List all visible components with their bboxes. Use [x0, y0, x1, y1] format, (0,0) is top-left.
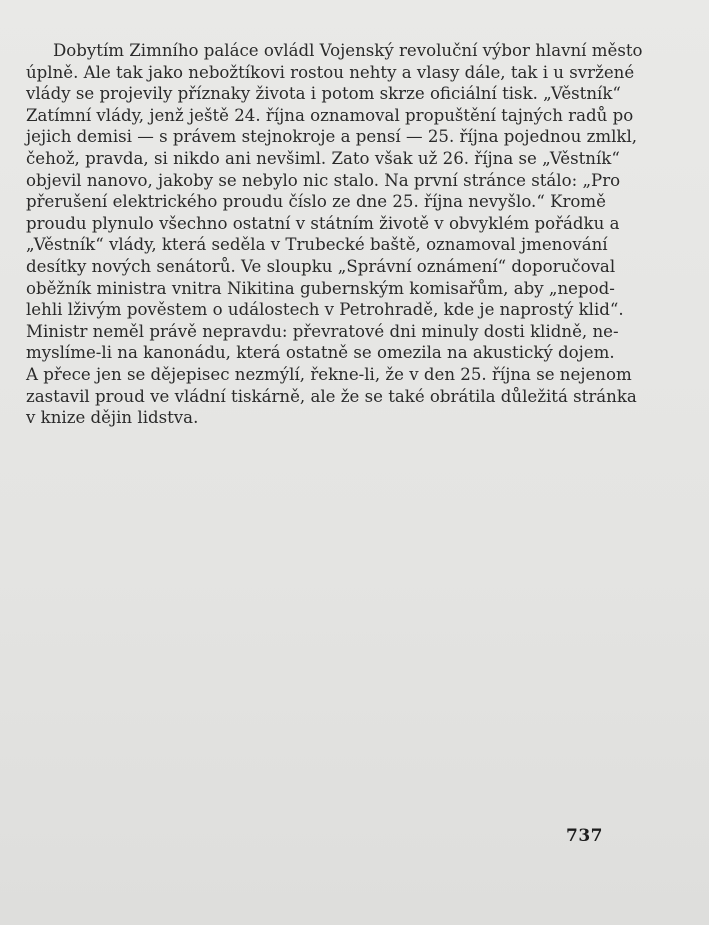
text-line: v knize dějin lidstva. — [26, 408, 199, 428]
page-number: 737 — [566, 826, 603, 846]
text-line: Ministr neměl právě nepravdu: převratové dni minuly dosti klidně, ne- — [26, 321, 619, 341]
text-line: myslíme-li na kanonádu, která ostatně se omezila na akustický dojem. — [26, 343, 615, 363]
text-line: desítky nových senátorů. Ve sloupku „Správní oznámení“ doporučoval — [26, 256, 616, 276]
text-line: Zatímní vlády, jenž ještě 24. října oznamoval propuštění tajných radů po — [26, 105, 634, 125]
text-line: oběžník ministra vnitra Nikitina gubernským komisařům, aby „nepod- — [26, 278, 615, 298]
text-line: zastavil proud ve vládní tiskárně, ale že se také obrátila důležitá stránka — [26, 386, 637, 406]
text-line: úplně. Ale tak jako nebožtíkovi rostou nehty a vlasy dále, tak i u svržené — [26, 62, 635, 82]
text-line: A přece jen se dějepisec nezmýlí, řekne-li, že v den 25. října se nejenom — [26, 364, 632, 384]
text-line: lehli lživým pověstem o událostech v Petrohradě, kde je naprostý klid“. — [26, 300, 624, 320]
body-paragraph — [26, 40, 643, 429]
text-line: Dobytím Zimního paláce ovládl Vojenský revoluční výbor hlavní město — [53, 41, 643, 60]
text-line: jejich demisi — s právem stejnokroje a pensí — 25. října pojednou zmlkl, — [26, 127, 638, 147]
text-line: čehož, pravda, si nikdo ani nevšiml. Zato však už 26. října se „Věstník“ — [26, 148, 620, 168]
text-line: objevil nanovo, jakoby se nebylo nic stalo. Na první stránce stálo: „Pro — [26, 170, 621, 190]
text-line: proudu plynulo všechno ostatní v státním životě v obvyklém pořádku a — [26, 213, 620, 233]
text-line: vlády se projevily příznaky života i potom skrze oficiální tisk. „Věstník“ — [26, 84, 621, 104]
text-line: přerušení elektrického proudu číslo ze dne 25. října nevyšlo.“ Kromě — [26, 192, 606, 212]
text-line: „Věstník“ vlády, která seděla v Trubecké baště, oznamoval jmenování — [26, 235, 608, 255]
